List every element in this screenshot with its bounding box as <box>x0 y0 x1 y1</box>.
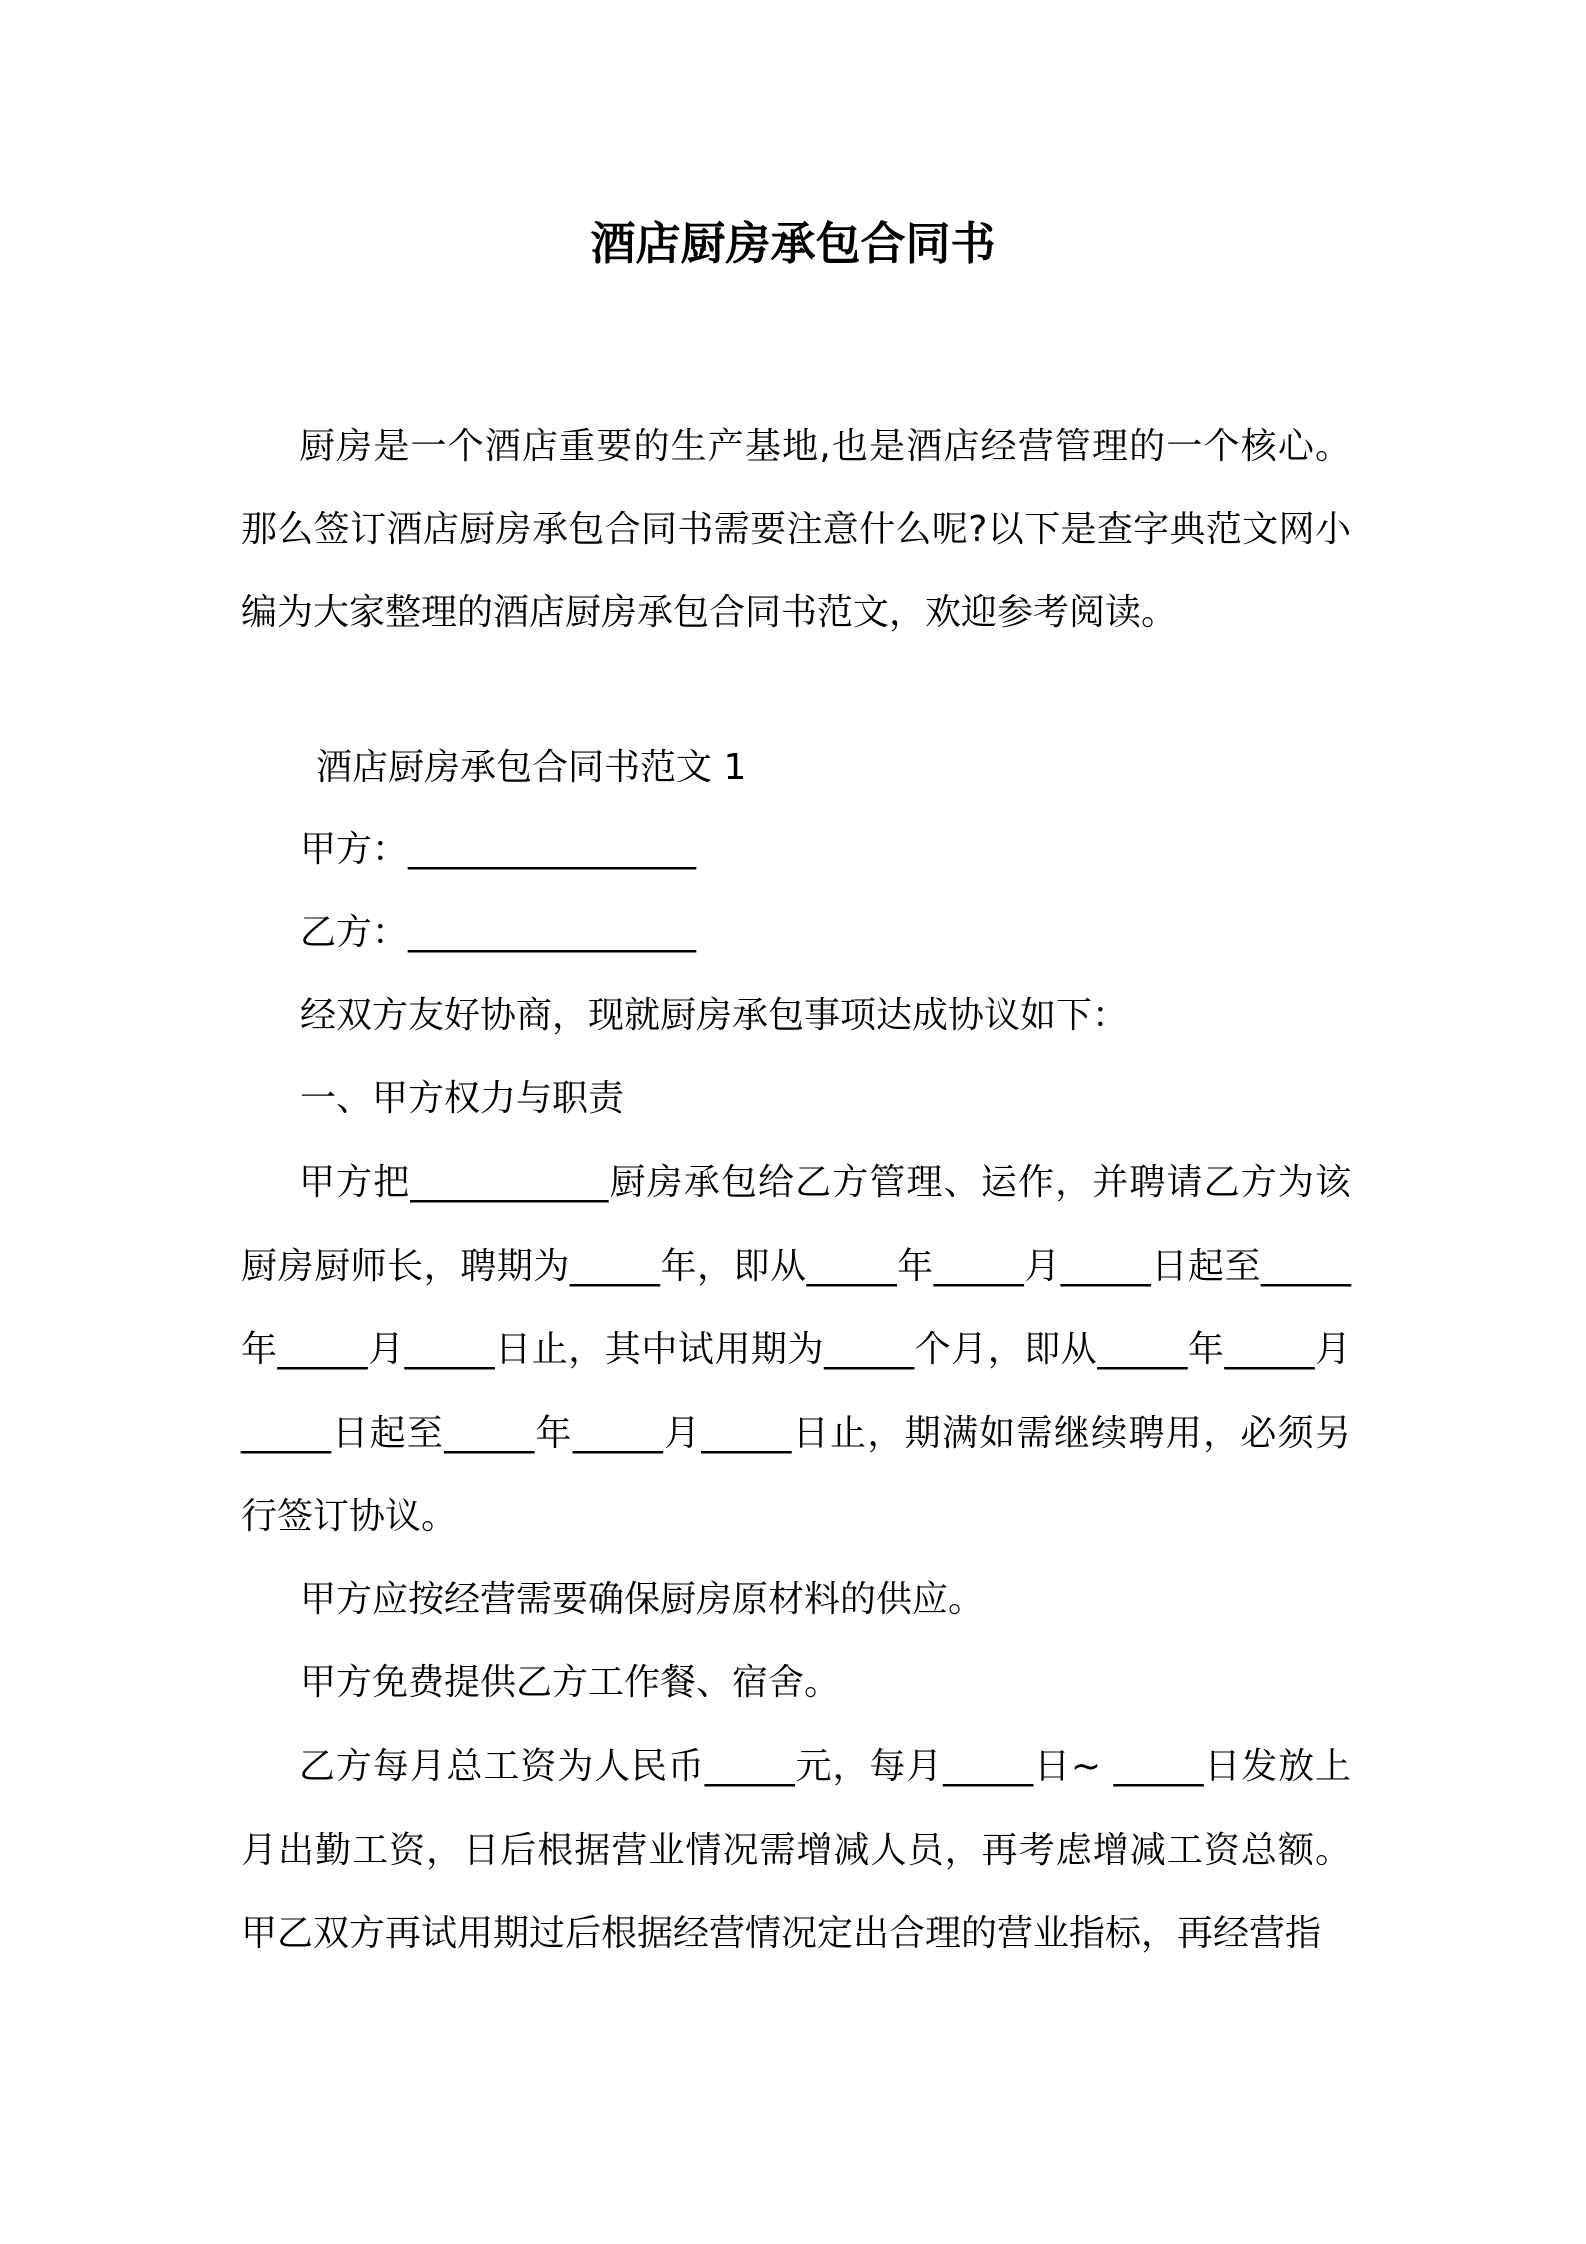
section-title: 酒店厨房承包合同书范文 1 <box>316 747 747 788</box>
supply-paragraph: 甲方应按经营需要确保厨房原材料的供应。 <box>300 1579 985 1620</box>
party-a-line: 甲方：________________ <box>300 829 697 870</box>
meals-paragraph: 甲方免费提供乙方工作餐、宿舍。 <box>300 1662 841 1703</box>
heading-party-a-duties: 一、甲方权力与职责 <box>300 1078 625 1119</box>
salary-paragraph: 乙方每月总工资为人民币_____元，每月_____日~ _____日发放上月出勤工资，日后根据营业情况需增减人员，再考虑增减工资总额。甲乙双方再试用期过后根据经营情况定出合理的营业指标，再经营指 <box>241 1746 1351 1954</box>
document-title: 酒店厨房承包合同书 <box>590 217 996 270</box>
appointment-paragraph: 甲方把___________厨房承包给乙方管理、运作，并聘请乙方为该厨房厨师长，聘期为_____年，即从_____年_____月_____日起至_____年_____月_____日止，其中试用期为_____个月，即从_____年_____月_____日起至_____年_____月_____日止，期满如需继续聘用，必须另行签订协议。 <box>241 1162 1351 1537</box>
party-b-line: 乙方：________________ <box>300 912 697 953</box>
intro-paragraph: 厨房是一个酒店重要的生产基地,也是酒店经营管理的一个核心。那么签订酒店厨房承包合同书需要注意什么呢?以下是查字典范文网小编为大家整理的酒店厨房承包合同书范文，欢迎参考阅读。 <box>241 426 1351 633</box>
agreement-line: 经双方友好协商，现就厨房承包事项达成协议如下： <box>300 995 1129 1036</box>
